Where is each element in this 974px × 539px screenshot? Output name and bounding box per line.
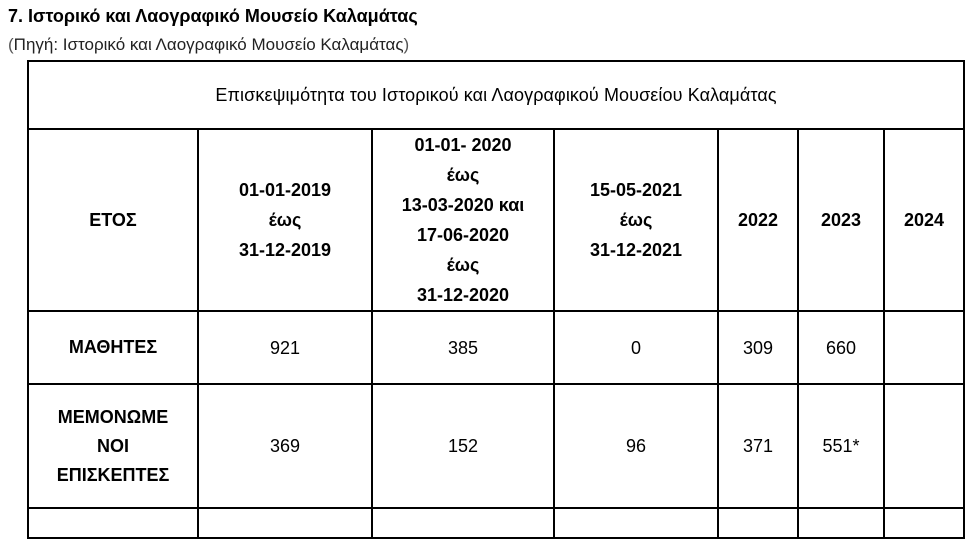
header-row [28, 129, 964, 311]
row-label-line: ΕΠΙΣΚΕΠΤΕΣ [56, 464, 170, 485]
table-cell [28, 508, 198, 538]
source-text: Πηγή: Ιστορικό και Λαογραφικό Μουσείο Καλαμάτας [13, 35, 404, 54]
document-heading: 7. Ιστορικό και Λαογραφικό Μουσείο Καλαμάτας [8, 6, 418, 26]
row-label-students [28, 311, 198, 384]
period-header-line: 13-03-2020 και [401, 195, 525, 215]
row-label-line: ΝΟΙ [96, 435, 129, 456]
table-cell [372, 508, 554, 538]
period-header-line: 15-05-2021 [589, 180, 683, 200]
period-header [198, 129, 372, 311]
source-note [8, 33, 409, 57]
row-label-individual-visitors [28, 384, 198, 508]
period-header [372, 129, 554, 311]
table-cell [884, 311, 964, 384]
table-cell: 385 [372, 311, 554, 384]
year-header-2024: 2024 [884, 129, 964, 311]
table-cell: 309 [718, 311, 798, 384]
period-header-line: έως [446, 255, 480, 275]
table-cell: 660 [798, 311, 884, 384]
table-cell: 551* [798, 384, 884, 508]
period-header-line: έως [268, 210, 302, 230]
period-header [554, 129, 718, 311]
table-cell [198, 508, 372, 538]
table-row [28, 384, 964, 508]
table-cell: 369 [198, 384, 372, 508]
period-header-line: 17-06-2020 [416, 225, 510, 245]
table-cell: 152 [372, 384, 554, 508]
table-cell: 0 [554, 311, 718, 384]
table-cell [798, 508, 884, 538]
period-header-line: 31-12-2019 [238, 240, 332, 260]
period-header-line: 01-01-2019 [238, 180, 332, 200]
visitors-table [27, 60, 965, 539]
table-row-partial [28, 508, 964, 538]
header-label-year: ΕΤΟΣ [28, 129, 198, 311]
period-header-line: έως [619, 210, 653, 230]
table-cell [884, 384, 964, 508]
table-cell [884, 508, 964, 538]
period-header-line: 31-12-2021 [589, 240, 683, 260]
year-header-2022: 2022 [718, 129, 798, 311]
table-cell [554, 508, 718, 538]
source-open-paren: ( [8, 35, 14, 54]
table-row [28, 311, 964, 384]
source-close-paren: ) [403, 35, 410, 54]
table-cell: 96 [554, 384, 718, 508]
table-cell: 371 [718, 384, 798, 508]
period-header-line: 01-01- 2020 [414, 135, 512, 155]
table-cell [718, 508, 798, 538]
period-header-line: έως [446, 165, 480, 185]
year-header-2023: 2023 [798, 129, 884, 311]
table-cell: 921 [198, 311, 372, 384]
table-caption: Επισκεψιμότητα του Ιστορικού και Λαογραφικού Μουσείου Καλαμάτας [28, 61, 964, 129]
period-header-line: 31-12-2020 [416, 285, 510, 305]
row-label-line: ΜΑΘΗΤΕΣ [68, 337, 158, 357]
row-label-line: ΜΕΜΟΝΩΜΕ [57, 406, 169, 427]
